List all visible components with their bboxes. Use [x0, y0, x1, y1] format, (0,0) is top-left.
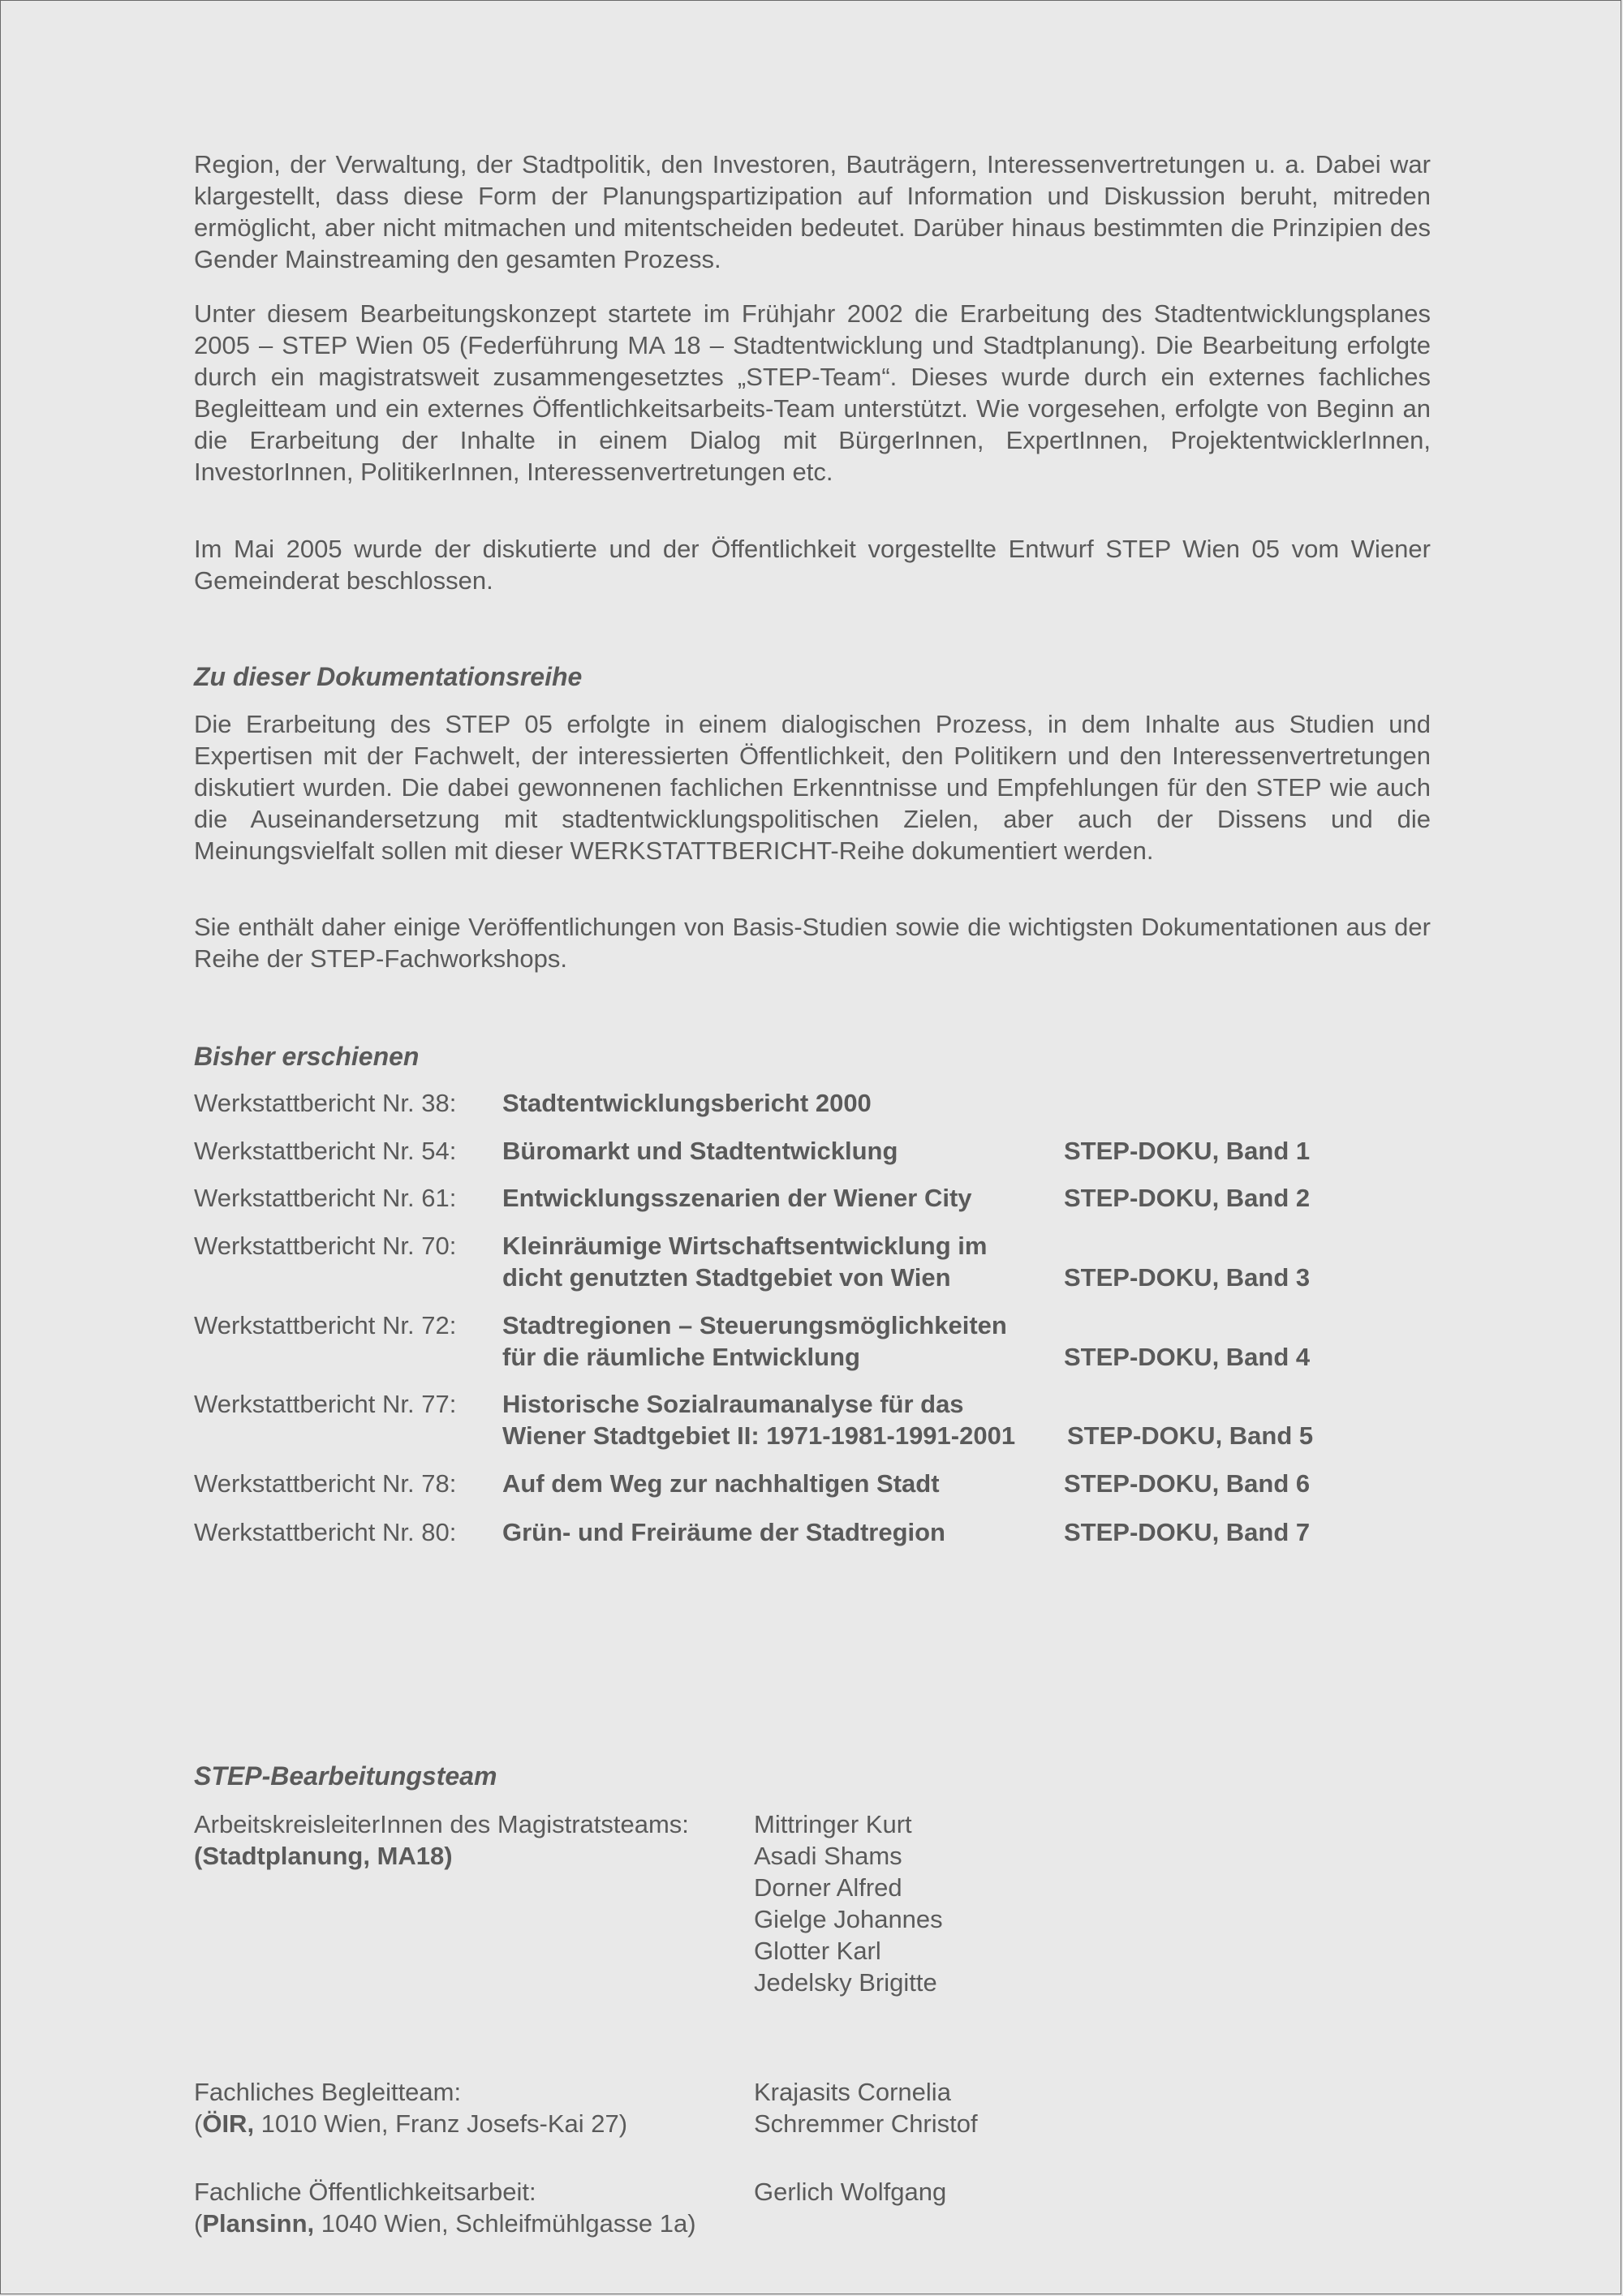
- published-item-label: Werkstattbericht Nr. 38:: [194, 1089, 457, 1117]
- published-item-label: Werkstattbericht Nr. 77:: [194, 1390, 457, 1418]
- team-member: Jedelsky Brigitte: [754, 1968, 937, 1997]
- series-heading: Zu dieser Dokumentationsreihe: [194, 662, 583, 691]
- team-group-label: Fachliche Öffentlichkeitsarbeit:: [194, 2178, 536, 2206]
- team-member: Krajasits Cornelia: [754, 2078, 951, 2106]
- team-member: Glotter Karl: [754, 1937, 881, 1965]
- team-member: Gerlich Wolfgang: [754, 2178, 947, 2206]
- published-item-title-line2: dicht genutzten Stadtgebiet von Wien: [502, 1263, 951, 1292]
- team-group-label: ArbeitskreisleiterInnen des Magistratsteams:: [194, 1810, 689, 1838]
- team-member: Schremmer Christof: [754, 2109, 978, 2138]
- published-item-band: STEP-DOKU, Band 2: [1064, 1184, 1311, 1212]
- published-item-label: Werkstattbericht Nr. 78:: [194, 1469, 457, 1498]
- published-item-band: STEP-DOKU, Band 6: [1064, 1469, 1311, 1498]
- published-heading: Bisher erschienen: [194, 1042, 420, 1071]
- intro-paragraph-1: Region, der Verwaltung, der Stadtpolitik, den Investoren, Bauträgern, Interessenvertretungen u. a. Dabei war klargestellt, dass diese Form der Planungspartizipation auf Information und Diskussion beruht, mitreden ermöglicht, aber nicht mitmachen und mitentscheiden bedeutet. Darüber hinaus bestimmten die Prinzipien des Gender Mainstreaming den gesamten Prozess.: [194, 150, 1431, 273]
- published-item-band: STEP-DOKU, Band 4: [1064, 1343, 1311, 1371]
- team-group-oeffentlichkeit-names: [754, 2176, 946, 2208]
- team-group-begleitteam: [194, 2076, 627, 2139]
- published-item-title: Kleinräumige Wirtschaftsentwicklung im: [502, 1232, 988, 1260]
- intro-paragraph-2: Unter diesem Bearbeitungskonzept startete im Frühjahr 2002 die Erarbeitung des Stadtentwicklungsplanes 2005 – STEP Wien 05 (Federführung MA 18 – Stadtentwicklung und Stadtplanung). Die Bearbeitung erfolgte durch ein magistratsweit zusammengesetztes „STEP-Team“. Dieses wurde durch ein externes fachliches Begleitteam und ein externes Öffentlichkeitsarbeits-Team unterstützt. Wie vorgesehen, erfolgte von Beginn an die Erarbeitung der Inhalte in einem Dialog mit BürgerInnen, ExpertInnen, ProjektentwicklerInnen, InvestorInnen, PolitikerInnen, Interessenvertretungen etc.: [194, 299, 1431, 486]
- published-item-title: Büromarkt und Stadtentwicklung: [502, 1137, 898, 1165]
- series-paragraph-2: Sie enthält daher einige Veröffentlichungen von Basis-Studien sowie die wichtigsten Dokumentationen aus der Reihe der STEP-Fachworkshops.: [194, 913, 1431, 973]
- published-item-band: STEP-DOKU, Band 5: [1067, 1421, 1314, 1450]
- team-group-magistrat: [194, 1808, 689, 1872]
- published-item-label: Werkstattbericht Nr. 54:: [194, 1137, 457, 1165]
- published-item: [194, 1230, 1431, 1292]
- published-item-title: Auf dem Weg zur nachhaltigen Stadt: [502, 1469, 940, 1498]
- team-heading: STEP-Bearbeitungsteam: [194, 1761, 497, 1791]
- published-item-label: Werkstattbericht Nr. 61:: [194, 1184, 457, 1212]
- published-item: [194, 1388, 1431, 1450]
- published-item-band: STEP-DOKU, Band 3: [1064, 1263, 1311, 1292]
- published-item-label: Werkstattbericht Nr. 80:: [194, 1518, 457, 1546]
- team-member: Asadi Shams: [754, 1842, 902, 1870]
- published-item-title-line2: Wiener Stadtgebiet II: 1971-1981-1991-2001: [502, 1421, 1016, 1450]
- team-group-sub: (ÖIR, 1010 Wien, Franz Josefs-Kai 27): [194, 2109, 628, 2138]
- team-member: Gielge Johannes: [754, 1905, 943, 1933]
- published-item-band: STEP-DOKU, Band 1: [1064, 1137, 1311, 1165]
- team-group-magistrat-names: [754, 1808, 943, 1998]
- team-group-oeffentlichkeit: [194, 2176, 696, 2239]
- published-item: [194, 1516, 1431, 1548]
- published-item-title: Stadtregionen – Steuerungsmöglichkeiten: [502, 1311, 1007, 1339]
- published-item-label: Werkstattbericht Nr. 70:: [194, 1232, 457, 1260]
- published-item: [194, 1135, 1431, 1167]
- team-member: Mittringer Kurt: [754, 1810, 912, 1838]
- team-group-sub: (Plansinn, 1040 Wien, Schleifmühlgasse 1a): [194, 2209, 696, 2238]
- published-item: [194, 1182, 1431, 1214]
- series-paragraph-1: Die Erarbeitung des STEP 05 erfolgte in einem dialogischen Prozess, in dem Inhalte aus Studien und Expertisen mit der Fachwelt, der interessierten Öffentlichkeit, den Politikern und den Interessenvertretungen diskutiert wurden. Die dabei gewonnenen fachlichen Erkenntnisse und Empfehlungen für den STEP wie auch die Auseinandersetzung mit stadtentwicklungspolitischen Zielen, aber auch der Dissens und die Meinungsvielfalt sollen mit dieser WERKSTATTBERICHT-Reihe dokumentiert werden.: [194, 710, 1431, 865]
- published-item-title: Grün- und Freiräume der Stadtregion: [502, 1518, 945, 1546]
- team-member: Dorner Alfred: [754, 1873, 902, 1902]
- published-item-title: Historische Sozialraumanalyse für das: [502, 1390, 964, 1418]
- published-item-label: Werkstattbericht Nr. 72:: [194, 1311, 457, 1339]
- team-group-sub: (Stadtplanung, MA18): [194, 1842, 453, 1870]
- published-item-title: Stadtentwicklungsbericht 2000: [502, 1089, 872, 1117]
- team-group-label: Fachliches Begleitteam:: [194, 2078, 462, 2106]
- intro-paragraph-3: Im Mai 2005 wurde der diskutierte und der Öffentlichkeit vorgestellte Entwurf STEP Wien 05 vom Wiener Gemeinderat beschlossen.: [194, 535, 1431, 595]
- published-item: [194, 1309, 1431, 1371]
- published-item: [194, 1468, 1431, 1499]
- published-item: [194, 1087, 872, 1119]
- team-group-begleitteam-names: [754, 2076, 978, 2139]
- published-item-title: Entwicklungsszenarien der Wiener City: [502, 1184, 972, 1212]
- published-item-title-line2: für die räumliche Entwicklung: [502, 1343, 860, 1371]
- published-item-band: STEP-DOKU, Band 7: [1064, 1518, 1311, 1546]
